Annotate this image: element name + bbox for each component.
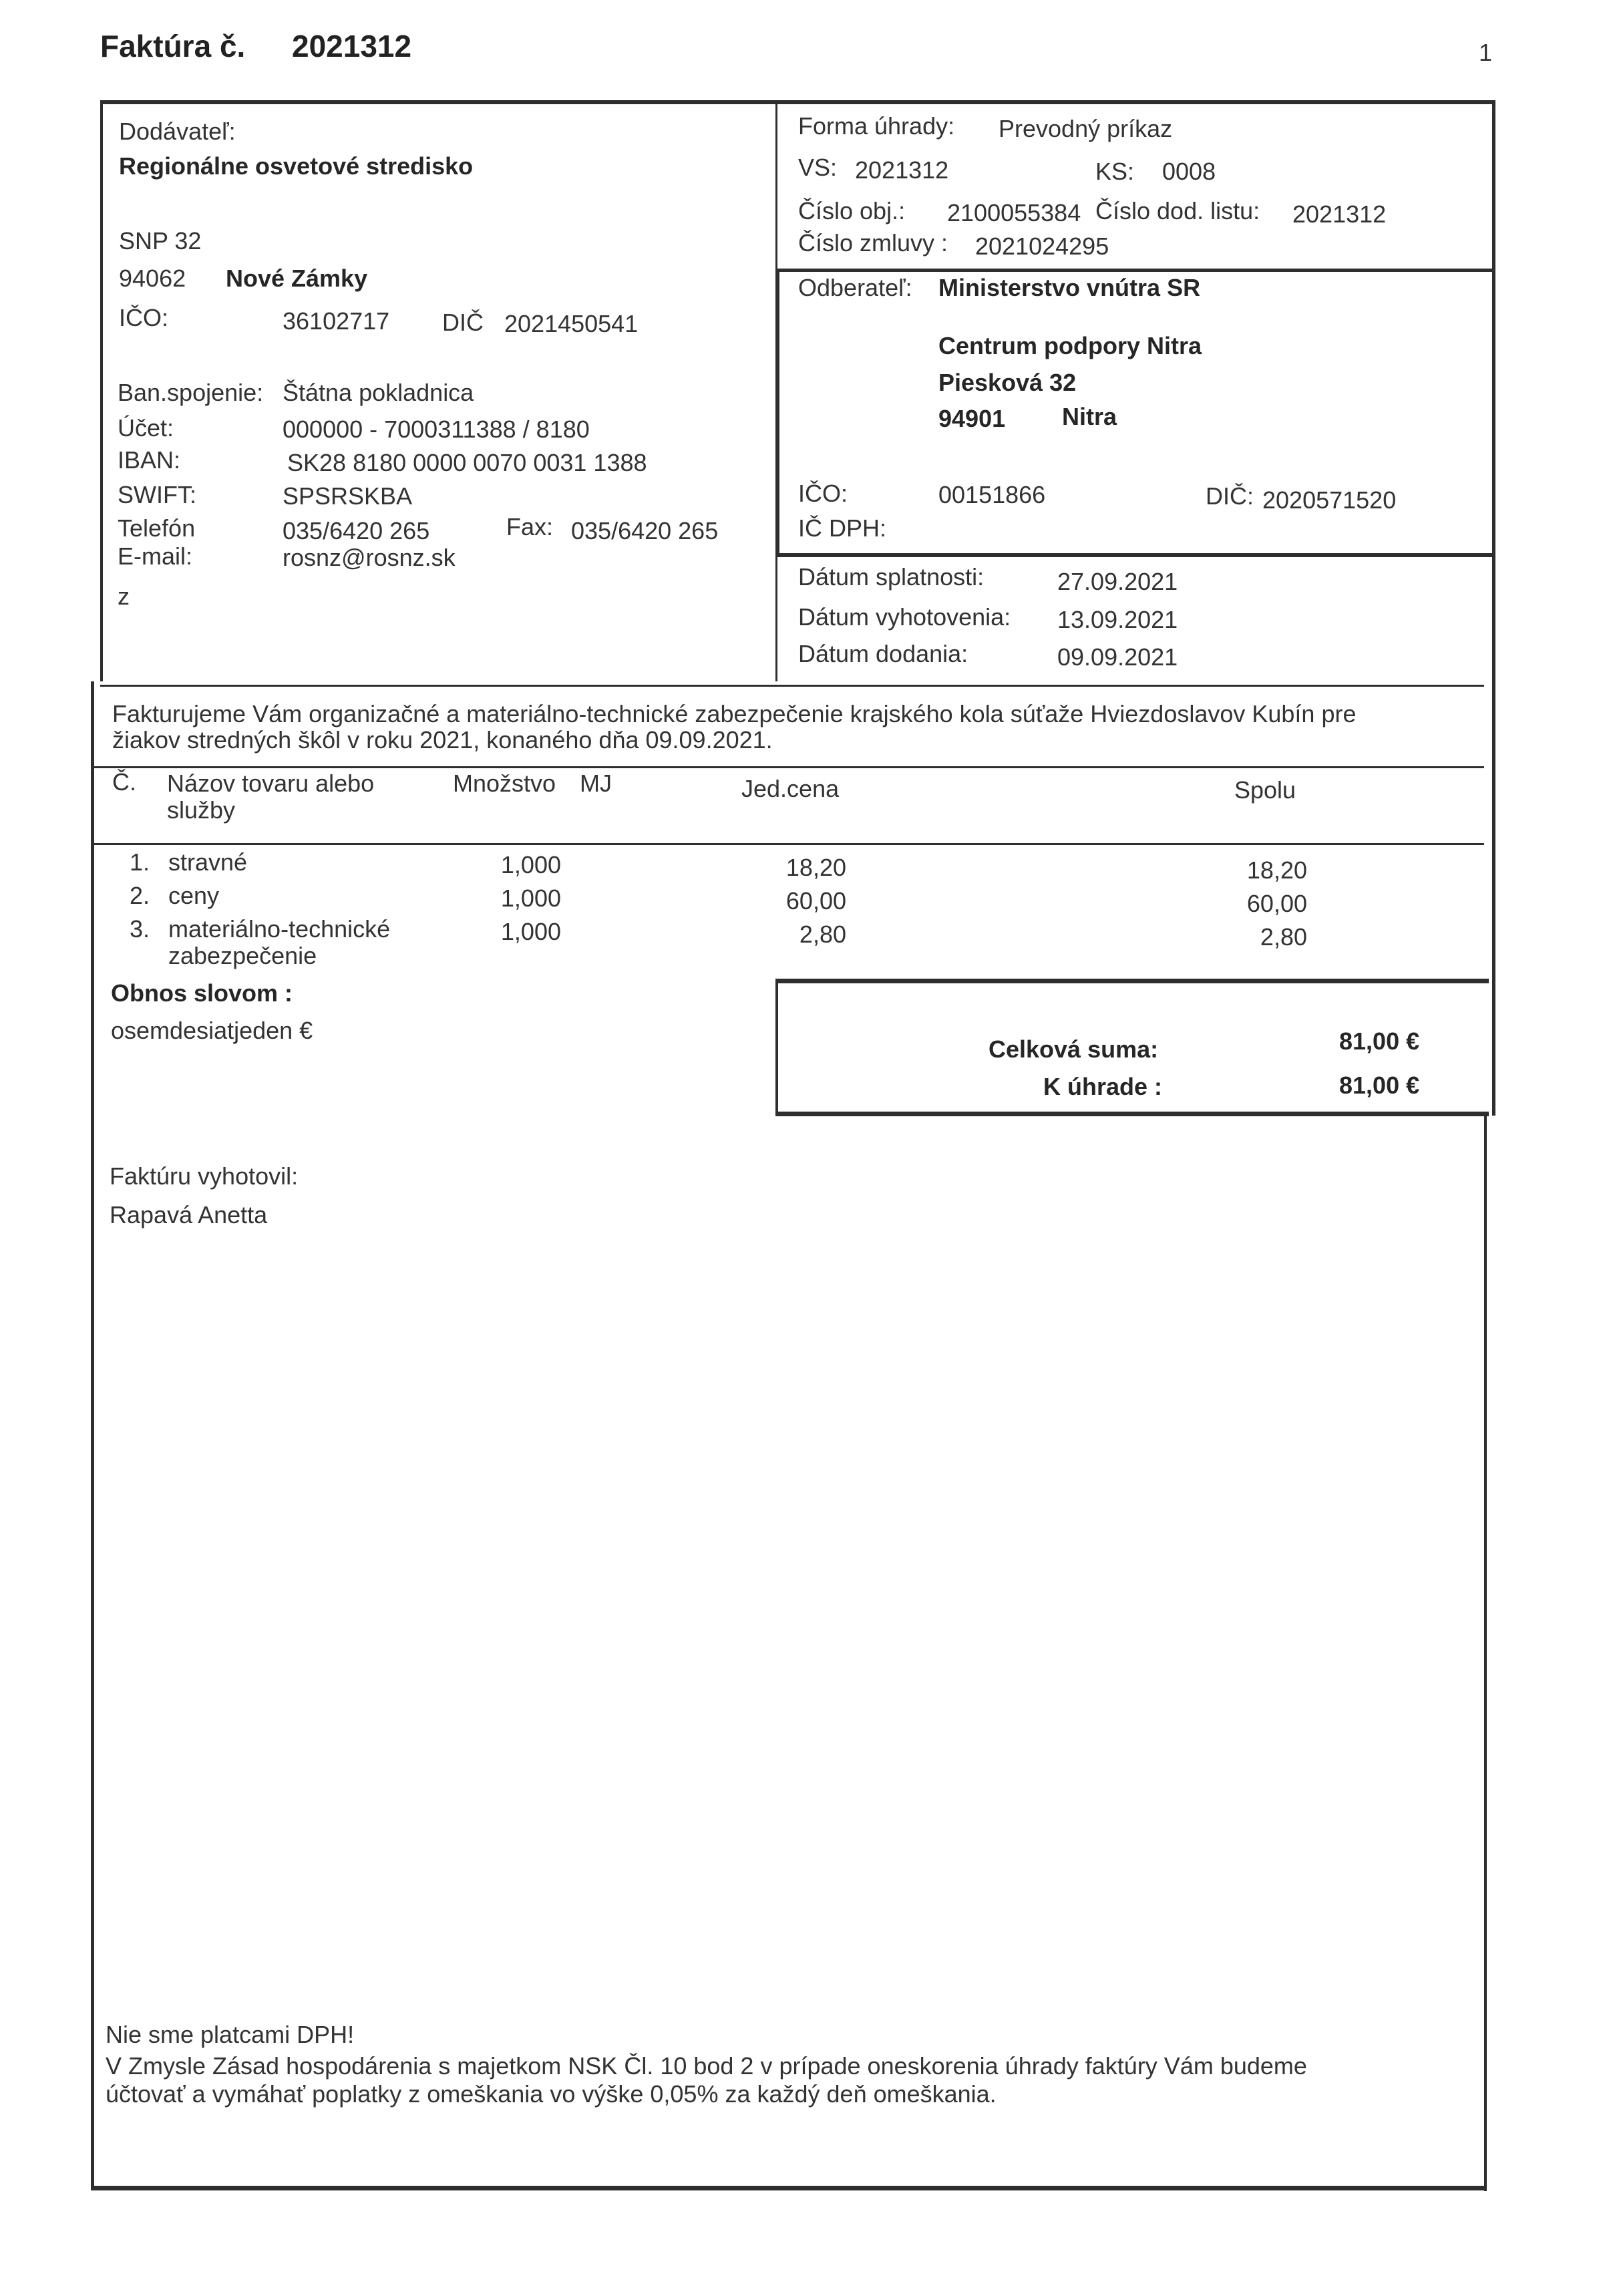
account-number: 000000 - 7000311388 / 8180 xyxy=(283,416,590,443)
amount-words-label: Obnos slovom : xyxy=(111,979,293,1007)
vs-value: 2021312 xyxy=(855,156,949,184)
swift-label: SWIFT: xyxy=(118,481,196,508)
customer-department: Centrum podpory Nitra xyxy=(938,332,1202,359)
totals-box-bottom xyxy=(775,1112,1489,1116)
supplier-street: SNP 32 xyxy=(119,227,202,255)
customer-zip: 94901 xyxy=(938,405,1006,432)
supplier-city: Nové Zámky xyxy=(226,265,368,292)
customer-box-top xyxy=(775,269,1495,272)
customer-ico: 00151866 xyxy=(938,481,1046,508)
bank-name: Štátna pokladnica xyxy=(283,379,474,406)
bank-label: Ban.spojenie: xyxy=(118,379,264,406)
row-name-continued: zabezpečenie xyxy=(168,942,317,969)
customer-heading: Odberateľ: xyxy=(798,274,912,301)
supplier-dic-label: DIČ xyxy=(442,309,484,336)
due-date: 27.09.2021 xyxy=(1057,568,1178,595)
table-header-bottom-line xyxy=(92,843,1484,845)
totals-box-top xyxy=(775,979,1489,983)
row-name: materiálno-technické xyxy=(168,915,391,943)
description-line-2: žiakov stredných škôl v roku 2021, konaného dňa 09.09.2021. xyxy=(112,726,773,754)
frame-right-border-lower xyxy=(1484,1116,1487,2191)
vs-label: VS: xyxy=(798,154,838,181)
table-header-top-line xyxy=(92,766,1484,768)
customer-box-left xyxy=(775,269,779,554)
phone-label: Telefón xyxy=(118,514,196,542)
row-unit-price: 60,00 xyxy=(785,887,846,915)
phone-value: 035/6420 265 xyxy=(283,517,430,544)
description-top-line xyxy=(100,685,1484,687)
payment-method: Prevodný príkaz xyxy=(999,115,1173,142)
row-unit-price: 18,20 xyxy=(785,854,846,881)
frame-bottom-border xyxy=(91,2186,1487,2190)
iban-value: SK28 8180 0000 0070 0031 1388 xyxy=(287,449,647,476)
issue-date-label: Dátum vyhotovenia: xyxy=(798,603,1011,631)
payment-method-label: Forma úhrady: xyxy=(798,112,955,140)
amount-words-value: osemdesiatjeden € xyxy=(111,1017,313,1044)
col-header-name-2: služby xyxy=(167,796,236,824)
fax-value: 035/6420 265 xyxy=(571,517,719,544)
totals-box-left xyxy=(775,979,778,1116)
late-fee-note-line-2: účtovať a vymáhať poplatky z omeškania vo výške 0,05% za každý deň omeškania. xyxy=(106,2080,997,2108)
frame-left-border-upper xyxy=(100,100,103,681)
invoice-title-label: Faktúra č. xyxy=(100,29,246,63)
delivery-note-label: Číslo dod. listu: xyxy=(1095,197,1260,224)
account-label: Účet: xyxy=(118,414,174,442)
row-no: 2. xyxy=(130,882,150,909)
delivery-date-label: Dátum dodania: xyxy=(798,640,968,667)
fax-label: Fax: xyxy=(506,513,554,540)
customer-ico-label: IČO: xyxy=(798,480,848,507)
supplier-ico-label: IČO: xyxy=(119,304,169,331)
swift-value: SPSRSKBA xyxy=(283,482,413,510)
frame-left-border-lower xyxy=(91,681,94,2190)
supplier-zip: 94062 xyxy=(119,265,186,292)
col-header-qty: Množstvo xyxy=(453,770,556,797)
supplier-name: Regionálne osvetové stredisko xyxy=(119,152,474,180)
issuer-name: Rapavá Anetta xyxy=(110,1201,268,1228)
amount-due-label: K úhrade : xyxy=(1043,1073,1163,1100)
row-qty: 1,000 xyxy=(500,918,561,945)
iban-label: IBAN: xyxy=(118,446,181,474)
customer-street: Piesková 32 xyxy=(938,369,1077,396)
col-header-name-1: Názov tovaru alebo xyxy=(167,770,375,797)
customer-dic: 2020571520 xyxy=(1262,486,1397,514)
email-label: E-mail: xyxy=(118,542,193,570)
frame-top-border xyxy=(100,100,1495,104)
vat-note: Nie sme platcami DPH! xyxy=(106,2021,355,2048)
supplier-dic: 2021450541 xyxy=(504,310,639,337)
delivery-date: 09.09.2021 xyxy=(1057,643,1178,671)
customer-name: Ministerstvo vnútra SR xyxy=(938,274,1201,301)
row-name: ceny xyxy=(168,882,220,909)
col-header-unit-price: Jed.cena xyxy=(741,775,840,802)
issuer-label: Faktúru vyhotovil: xyxy=(110,1162,299,1190)
page-number: 1 xyxy=(1479,39,1493,66)
supplier-heading: Dodávateľ: xyxy=(119,118,236,145)
order-value: 2100055384 xyxy=(947,199,1081,226)
amount-due-value: 81,00 € xyxy=(1339,1072,1420,1099)
row-no: 3. xyxy=(130,915,150,943)
customer-box-bottom xyxy=(775,553,1495,557)
due-date-label: Dátum splatnosti: xyxy=(798,563,985,591)
row-qty: 1,000 xyxy=(500,851,561,878)
order-label: Číslo obj.: xyxy=(798,197,906,224)
row-name: stravné xyxy=(168,848,248,876)
issue-date: 13.09.2021 xyxy=(1057,606,1178,633)
row-no: 1. xyxy=(130,848,150,876)
supplier-ico: 36102717 xyxy=(283,307,390,335)
row-total: 2,80 xyxy=(1260,923,1307,951)
supplier-note: z xyxy=(118,583,130,610)
customer-city: Nitra xyxy=(1062,403,1117,430)
col-header-unit: MJ xyxy=(580,770,612,797)
col-header-no: Č. xyxy=(112,768,136,796)
frame-right-border xyxy=(1492,100,1495,1116)
row-total: 18,20 xyxy=(1246,856,1307,884)
total-sum-label: Celková suma: xyxy=(989,1035,1159,1063)
contract-value: 2021024295 xyxy=(975,232,1109,260)
row-total: 60,00 xyxy=(1246,890,1307,917)
contract-label: Číslo zmluvy : xyxy=(798,229,948,257)
col-header-total: Spolu xyxy=(1234,776,1296,804)
email-value: rosnz@rosnz.sk xyxy=(283,544,456,571)
row-qty: 1,000 xyxy=(500,884,561,912)
ks-label: KS: xyxy=(1095,158,1135,185)
customer-icdph-label: IČ DPH: xyxy=(798,514,887,542)
total-sum-value: 81,00 € xyxy=(1339,1027,1420,1055)
customer-dic-label: DIČ: xyxy=(1206,482,1254,510)
description-line-1: Fakturujeme Vám organizačné a materiálno-technické zabezpečenie krajského kola súťaže Hviezdoslavov Kubín pre xyxy=(112,700,1357,727)
row-unit-price: 2,80 xyxy=(799,921,846,948)
ks-value: 0008 xyxy=(1162,158,1216,185)
delivery-note-value: 2021312 xyxy=(1292,200,1387,228)
late-fee-note-line-1: V Zmysle Zásad hospodárenia s majetkom NSK Čl. 10 bod 2 v prípade oneskorenia úhrady faktúry Vám budeme xyxy=(106,2052,1307,2080)
invoice-number: 2021312 xyxy=(292,29,412,63)
